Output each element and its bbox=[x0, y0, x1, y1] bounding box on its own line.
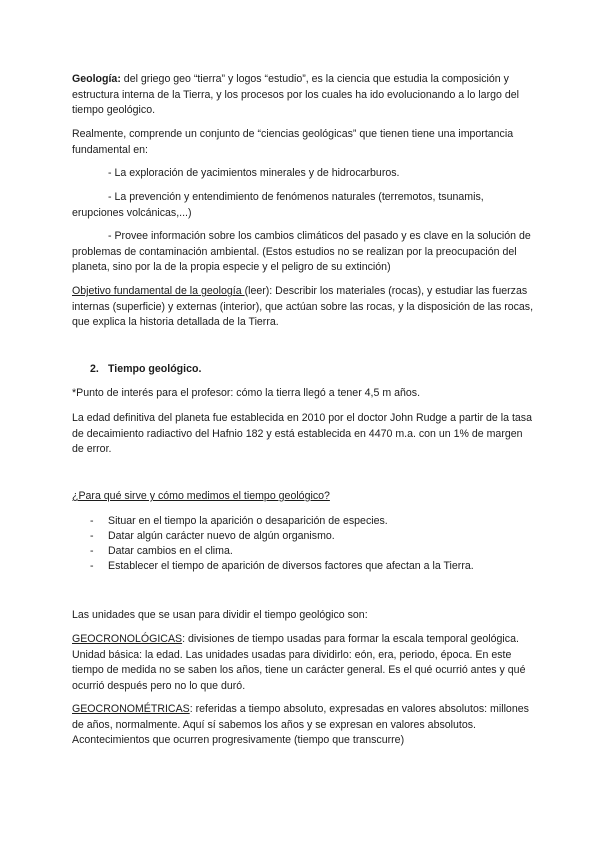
list-item-text: Establecer el tiempo de aparición de diversos factores que afectan a la Tierra. bbox=[108, 560, 474, 572]
intro-paragraph bbox=[72, 72, 534, 119]
intro-term: Geología: bbox=[72, 73, 121, 85]
geocronologicas-text: : divisiones de tiempo usadas para formar la escala temporal geológica. Unidad básica: la edad. Las unidades usadas para dividirlo: eón, era, periodo, época. En este tiempo de medida no se saben los años, tiene un carácter general. Es el qué ocurrió antes y qué ocurrió después pero no lo que duró. bbox=[72, 633, 526, 692]
geocronometricas-text: : referidas a tiempo absoluto, expresadas en valores absolutos: millones de años, normalmente. Aquí sí sabemos los años y se expresan en valores absolutos. Acontecimientos que ocurren progresivamente (tiempo que transcurre) bbox=[72, 703, 529, 746]
unidades-paragraph: Las unidades que se usan para dividir el tiempo geológico son: bbox=[72, 609, 368, 621]
section-title: Tiempo geológico. bbox=[108, 363, 202, 375]
geocronologicas-label: GEOCRONOLÓGICAS bbox=[72, 633, 183, 645]
section-number: 2. bbox=[90, 363, 99, 375]
edad-paragraph: La edad definitiva del planeta fue establecida en 2010 por el doctor John Rudge a partir de la tasa de decaimiento radiactivo del Hafnio 182 y está establecida en 4470 m.a. con un 1% de margen de error. bbox=[72, 412, 532, 455]
section-heading bbox=[90, 362, 201, 378]
realmente-paragraph: Realmente, comprende un conjunto de “ciencias geológicas” que tienen tiene una importancia fundamental en: bbox=[72, 128, 514, 156]
objetivo-label: Objetivo fundamental de la geología bbox=[72, 285, 245, 297]
item-exploracion: - La exploración de yacimientos minerales y de hidrocarburos. bbox=[108, 167, 400, 179]
geocronometricas-label: GEOCRONOMÉTRICAS bbox=[72, 703, 190, 715]
nota-paragraph: *Punto de interés para el profesor: cómo la tierra llegó a tener 4,5 m años. bbox=[72, 387, 421, 399]
geocronologicas-paragraph bbox=[72, 632, 534, 694]
intro-text: del griego geo “tierra” y logos “estudio”, es la ciencia que estudia la composición y estructura interna de la Tierra, y los procesos por los cuales ha ido evolucionando a lo largo del tiempo geológico. bbox=[72, 73, 519, 116]
list-item-text: Datar algún carácter nuevo de algún organismo. bbox=[108, 530, 335, 542]
objetivo-paragraph bbox=[72, 284, 534, 331]
document-page: Geología: del griego geo “tierra” y logos “estudio”, es la ciencia que estudia la composición y estructura interna de la Tierra, y los procesos por los cuales ha ido evolucionando a lo largo del tiempo geológico. Realmente, comprende un conjunto de “ciencias geológicas” que tienen tiene una importancia fundamental en: - La exploración de yacimientos minerales y de hidrocarburos. - La prevención y entendimiento de fenómenos naturales (terremotos, tsunamis, erupciones volcánicas,...) - Provee información sobre los cambios climáticos del pasado y es clave en la solución de problemas de contaminación ambiental. (Estos estudios no se realizan por la preocupación del planeta, sino por la de la propia especie y el peligro de su extinción) Objetivo fundamental de la geología (leer): Describir los materiales (rocas), y estudiar las fuerzas internas (superficie) y externas (interior), que actúan sobre las rocas, y la disposición de las rocas, que explica la historia detallada de la Tierra. 2. Tiempo geológico. *Punto de interés para el profesor: cómo la tierra llegó a tener 4,5 m años. La edad definitiva del planeta fue establecida en 2010 por el doctor John Rudge a partir de la tasa de decaimiento radiactivo del Hafnio 182 y está establecida en 4470 m.a. con un 1% de margen de error. ¿Para qué sirve y cómo medimos el tiempo geológico? - Situar en el tiempo la aparición o desaparición de especies. - Datar algún carácter nuevo de algún organismo. - Datar cambios en el clima. - Establecer el tiempo de aparición de diversos factores que afectan a la Tierra. Las unidades que se usan para dividir el tiempo geológico son: GEOCRONOLÓGICAS: divisiones de tiempo usadas para formar la escala temporal geológica. Unidad básica: la edad. Las unidades usadas para dividirlo: eón, era, periodo, época. En este tiempo de medida no se saben los años, tiene un carácter general. Es el qué ocurrió antes y qué ocurrió después pero no lo que duró. GEOCRONOMÉTRICAS: referidas a tiempo absoluto, expresadas en valores absolutos: millones de años, normalmente. Aquí sí sabemos los años y se expresan en valores absolutos. Acontecimientos que ocurren progresivamente (tiempo que transcurre) bbox=[0, 0, 600, 848]
pregunta-heading bbox=[72, 489, 534, 505]
item-prevencion-cont: erupciones volcánicas,...) bbox=[72, 207, 192, 219]
objetivo-text: (leer): Describir los materiales (rocas), y estudiar las fuerzas internas (superficie) y externas (interior), que actúan sobre las rocas, y la disposición de las rocas, que explica la historia detallada de la Tierra. bbox=[72, 285, 534, 328]
pregunta-text: ¿Para qué sirve y cómo medimos el tiempo geológico? bbox=[72, 490, 330, 502]
item-prevencion: - La prevención y entendimiento de fenómenos naturales (terremotos, tsunamis, bbox=[108, 191, 484, 203]
item-provee: - Provee información sobre los cambios climáticos del pasado y es clave en la solución de problemas de contaminación ambiental. (Estos estudios no se realizan por la preocupación del planeta, sino por la de la propia especie y el peligro de su extinción) bbox=[72, 230, 531, 273]
geocronometricas-paragraph bbox=[72, 702, 534, 749]
list-item-text: Datar cambios en el clima. bbox=[108, 545, 233, 557]
list-item-text: Situar en el tiempo la aparición o desaparición de especies. bbox=[108, 515, 388, 527]
